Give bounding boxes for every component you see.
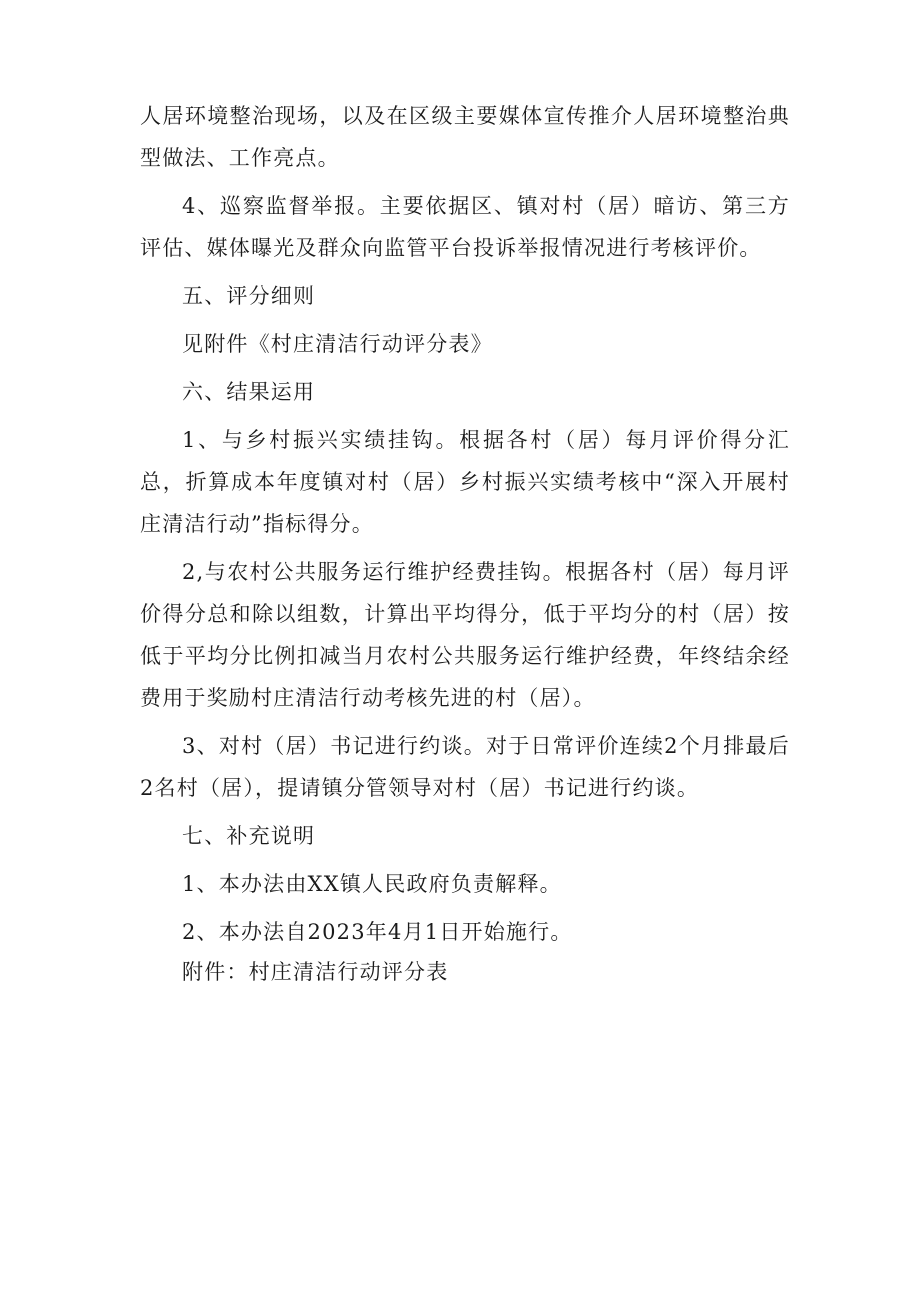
paragraph-effective-date: 2、本办法自2023年4月1日开始施行。 [182, 920, 573, 944]
document-body [140, 95, 790, 993]
paragraph-interpretation: 1、本办法由XX镇人民政府负责解释。 [182, 872, 562, 896]
paragraph-secretary-interview: 3、对村（居）书记进行约谈。对于日常评价连续2个月排最后2名村（居），提请镇分管领导对村（居）书记进行约谈。 [140, 734, 790, 800]
paragraph-inspection-report: 4、巡察监督举报。主要依据区、镇对村（居）暗访、第三方评估、媒体曝光及群众向监管平台投诉举报情况进行考核评价。 [140, 194, 790, 260]
attachment-note: 附件：村庄清洁行动评分表 [182, 960, 449, 984]
section-heading-result-application: 六、结果运用 [182, 380, 316, 404]
paragraph-public-service-funding: 2,与农村公共服务运行维护经费挂钩。根据各村（居）每月评价得分总和除以组数，计算出平均得分，低于平均分的村（居）按低于平均分比例扣减当月农村公共服务运行维护经费，年终结余经费用于奖励村庄清洁行动考核先进的村（居）。 [140, 560, 790, 710]
paragraph-continuation: 人居环境整治现场，以及在区级主要媒体宣传推介人居环境整治典型做法、工作亮点。 [140, 104, 790, 170]
paragraph-rural-revitalization: 1、与乡村振兴实绩挂钩。根据各村（居）每月评价得分汇总，折算成本年度镇对村（居）乡村振兴实绩考核中“深入开展村庄清洁行动”指标得分。 [140, 428, 790, 536]
section-heading-scoring-rules: 五、评分细则 [182, 284, 316, 308]
paragraph-see-attachment: 见附件《村庄清洁行动评分表》 [182, 332, 493, 356]
section-heading-supplementary: 七、补充说明 [182, 824, 316, 848]
